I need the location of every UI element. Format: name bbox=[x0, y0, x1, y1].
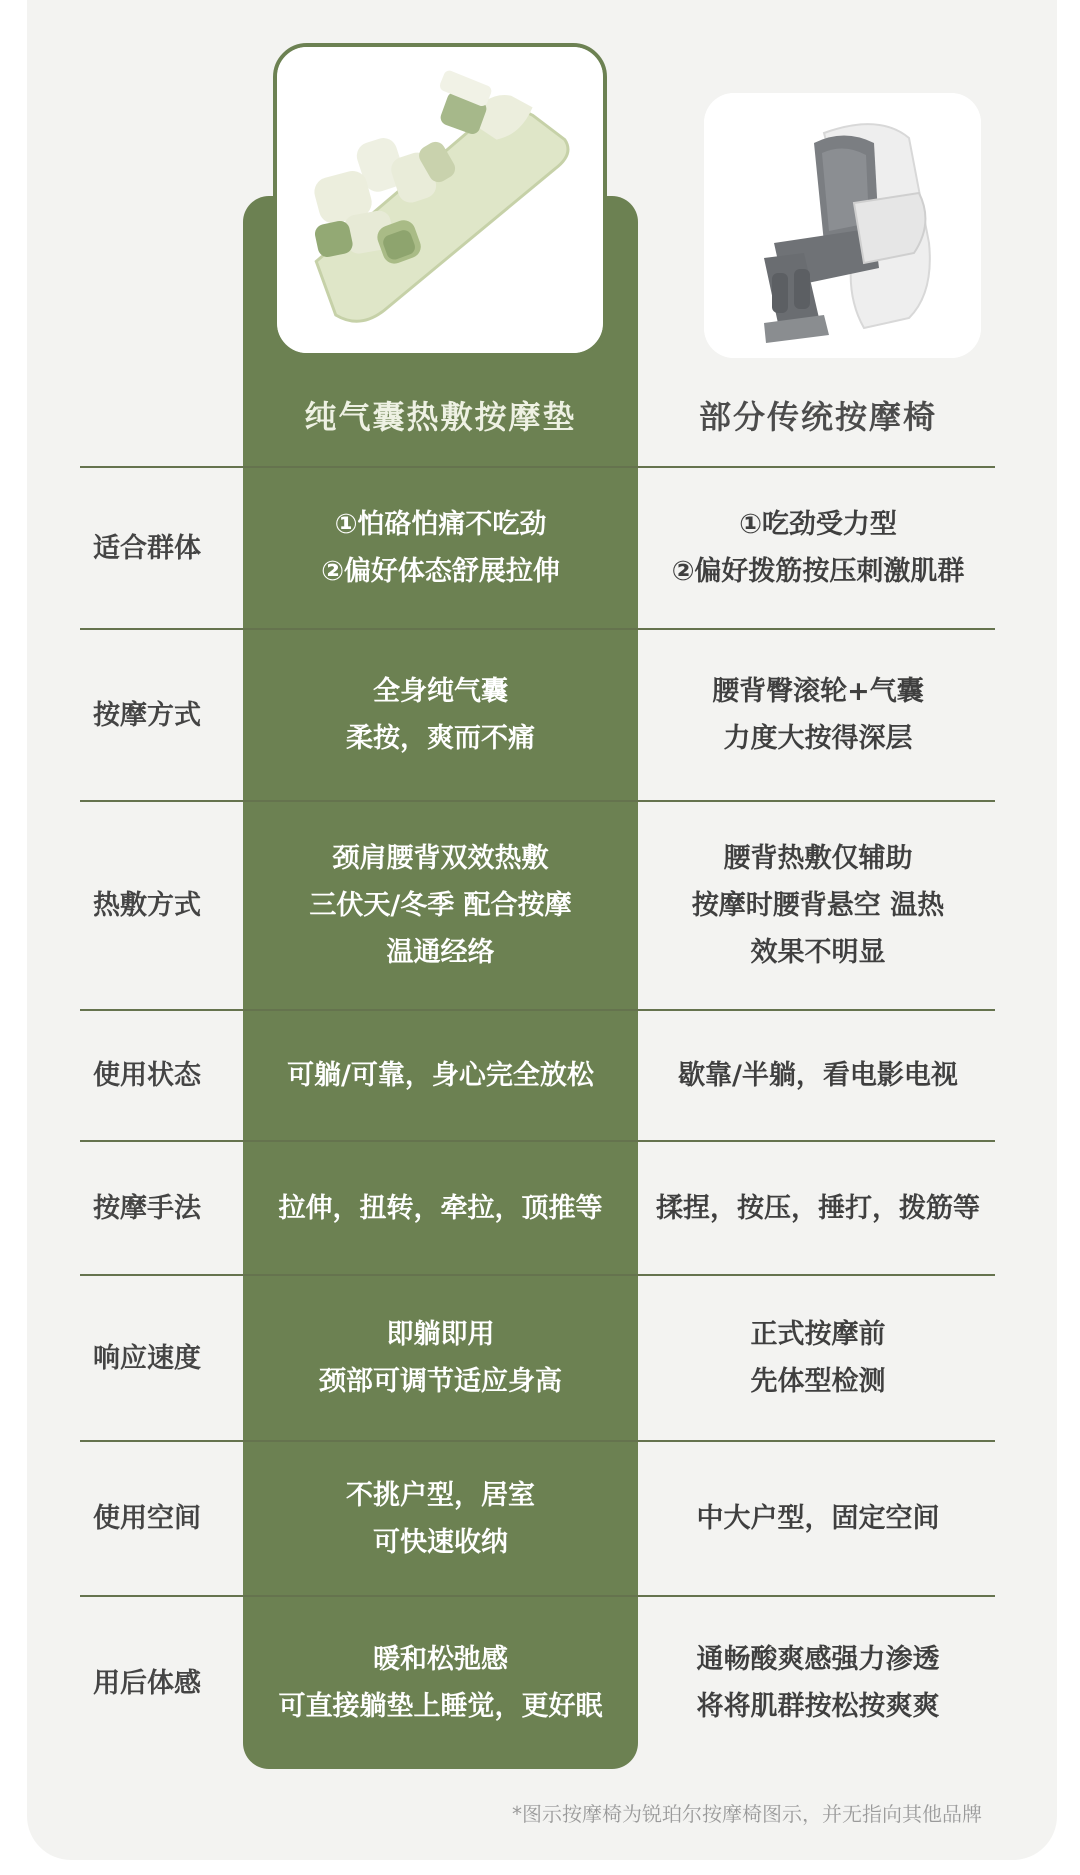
right-column-title: 部分传统按摩椅 bbox=[698, 398, 937, 436]
row-label: 使用状态 bbox=[93, 1060, 201, 1091]
chair-value: 腰背臀滚轮+气囊 力度大按得深层 bbox=[712, 676, 924, 754]
table-row bbox=[0, 630, 1080, 800]
mat-value: 不挑户型，居室 可快速收纳 bbox=[346, 1479, 535, 1558]
row-label: 响应速度 bbox=[93, 1342, 201, 1374]
mat-value: 颈肩腰背双效热敷 三伏天/冬季 配合按摩 温通经络 bbox=[309, 843, 572, 968]
row-label: 用后体感 bbox=[93, 1667, 201, 1699]
chair-value: 歇靠/半躺，看电影电视 bbox=[678, 1060, 958, 1091]
row-label: 使用空间 bbox=[93, 1503, 201, 1534]
mat-value: 拉伸，扭转，牵拉，顶推等 bbox=[278, 1192, 603, 1224]
chair-value: 正式按摩前 先体型检测 bbox=[750, 1319, 886, 1397]
massage-mat-image bbox=[273, 43, 607, 357]
table-row bbox=[0, 1142, 1080, 1274]
mat-value: ①怕硌怕痛不吃劲 ②偏好体态舒展拉伸 bbox=[321, 509, 560, 587]
row-label: 按摩方式 bbox=[93, 699, 201, 731]
row-label: 按摩手法 bbox=[93, 1192, 201, 1224]
table-row bbox=[0, 468, 1080, 628]
row-label: 热敷方式 bbox=[93, 890, 201, 921]
table-row bbox=[0, 1276, 1080, 1440]
mat-value: 暖和松弛感 可直接躺垫上睡觉，更好眠 bbox=[278, 1644, 603, 1722]
mat-value: 即躺即用 颈部可调节适应身高 bbox=[319, 1319, 562, 1397]
chair-value: 揉捏，按压，捶打，拨筋等 bbox=[656, 1192, 980, 1224]
chair-value: 中大户型，固定空间 bbox=[696, 1503, 940, 1534]
left-column-title: 纯气囊热敷按摩垫 bbox=[304, 398, 577, 436]
table-row bbox=[0, 802, 1080, 1009]
mat-value: 全身纯气囊 柔按，爽而不痛 bbox=[346, 676, 535, 754]
row-label: 适合群体 bbox=[93, 532, 201, 564]
table-row bbox=[0, 1011, 1080, 1140]
chair-value: 腰背热敷仅辅助 按摩时腰背悬空 温热 效果不明显 bbox=[691, 843, 945, 968]
massage-chair-image bbox=[704, 93, 981, 358]
chair-value: ①吃劲受力型 ②偏好拨筋按压刺激肌群 bbox=[671, 509, 965, 587]
table-row bbox=[0, 1442, 1080, 1595]
mat-value: 可躺/可靠，身心完全放松 bbox=[287, 1060, 594, 1091]
chair-value: 通畅酸爽感强力渗透 将将肌群按松按爽爽 bbox=[696, 1644, 940, 1722]
table-row bbox=[0, 1597, 1080, 1769]
footnote: *图示按摩椅为锐珀尔按摩椅图示，并无指向其他品牌 bbox=[512, 1802, 982, 1826]
